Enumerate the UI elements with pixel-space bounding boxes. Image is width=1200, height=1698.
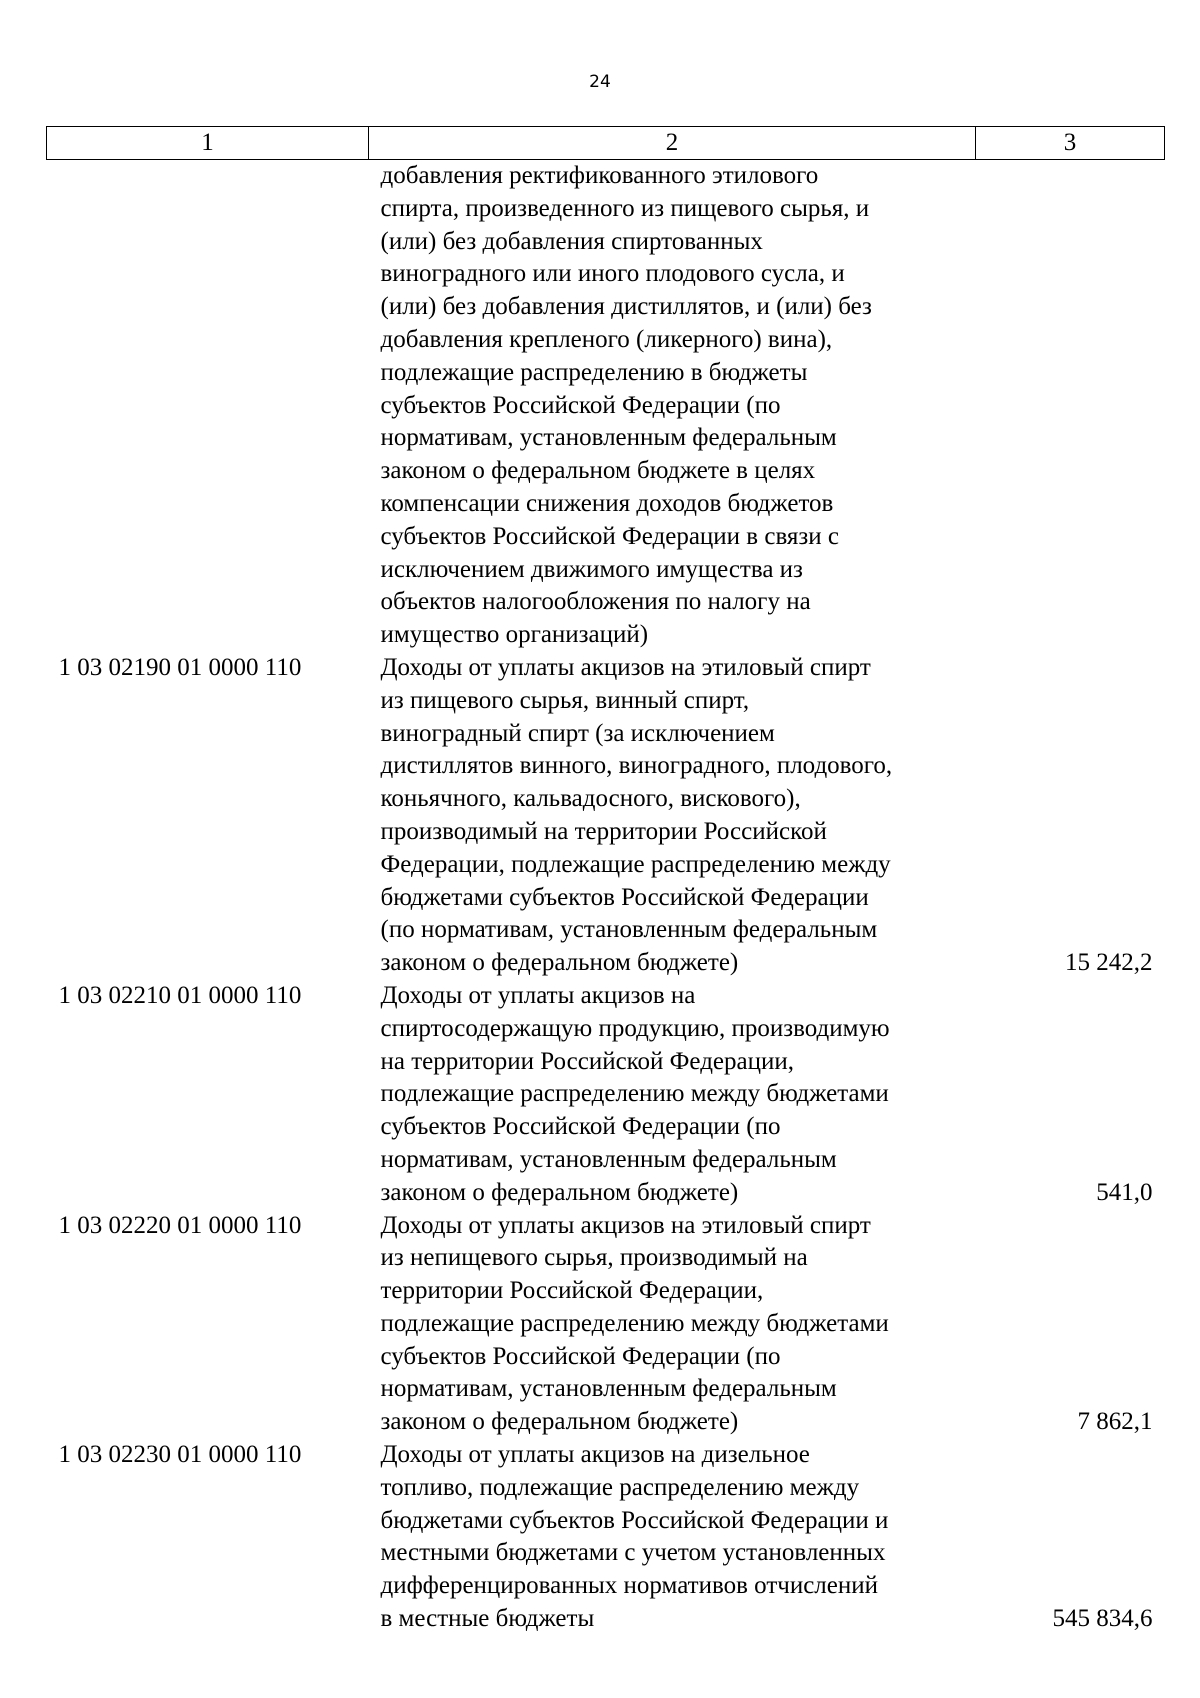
table-row <box>47 1210 1165 1440</box>
description-line: топливо, подлежащие распределению между <box>380 1473 860 1501</box>
revenue-description <box>369 1439 976 1636</box>
table-header <box>47 127 1165 160</box>
budget-code: 1 03 02190 01 0000 110 <box>58 653 302 681</box>
column-header-1: 1 <box>47 127 369 160</box>
description-line: законом о федеральном бюджете в целях <box>380 457 816 485</box>
description-line: законом о федеральном бюджете) <box>380 949 739 977</box>
description-line: законом о федеральном бюджете) <box>380 1408 739 1436</box>
description-line: дифференцированных нормативов отчислений <box>380 1572 878 1600</box>
description-line: на территории Российской Федерации, <box>380 1047 795 1075</box>
description-line: Доходы от уплаты акцизов на дизельное <box>380 1441 810 1469</box>
header-row <box>47 127 1165 160</box>
description-line: субъектов Российской Федерации (по <box>380 391 781 419</box>
amount-value: 7 862,1 <box>1077 1408 1153 1436</box>
description-line: дистиллятов винного, виноградного, плодового, <box>380 752 893 780</box>
revenue-table <box>46 126 1165 1636</box>
description-line: исключением движимого имущества из <box>380 555 803 583</box>
amount-value: 15 242,2 <box>1065 949 1153 977</box>
amount-value <box>976 160 1165 652</box>
description-line: (или) без добавления дистиллятов, и (или) без <box>380 293 872 321</box>
table-row <box>47 1439 1165 1636</box>
description-line: Доходы от уплаты акцизов на этиловый спирт <box>380 1211 871 1239</box>
description-line: нормативам, установленным федеральным <box>380 424 837 452</box>
description-line: подлежащие распределению в бюджеты <box>380 358 808 386</box>
description-line: субъектов Российской Федерации в связи с <box>380 522 840 550</box>
budget-code: 1 03 02230 01 0000 110 <box>58 1441 302 1469</box>
amount-value: 545 834,6 <box>1052 1605 1153 1633</box>
description-line: виноградного или иного плодового сусла, и <box>380 260 845 288</box>
description-line: в местные бюджеты <box>380 1605 595 1633</box>
description-line: добавления крепленого (ликерного) вина), <box>380 325 833 353</box>
column-header-2: 2 <box>369 127 976 160</box>
description-line: имущество организаций) <box>380 621 649 649</box>
revenue-description <box>369 652 976 980</box>
description-line: компенсации снижения доходов бюджетов <box>380 489 834 517</box>
description-line: бюджетами субъектов Российской Федерации и <box>380 1506 889 1534</box>
description-line: подлежащие распределению между бюджетами <box>380 1309 889 1337</box>
table-row <box>47 980 1165 1210</box>
description-line: местными бюджетами с учетом установленных <box>380 1539 886 1567</box>
revenue-description <box>369 1210 976 1440</box>
description-line: производимый на территории Российской <box>380 817 827 845</box>
budget-code: 1 03 02210 01 0000 110 <box>58 981 302 1009</box>
revenue-description <box>369 980 976 1210</box>
description-line: субъектов Российской Федерации (по <box>380 1113 781 1141</box>
description-line: (по нормативам, установленным федеральным <box>380 916 878 944</box>
column-header-3: 3 <box>976 127 1165 160</box>
description-line: добавления ректификованного этилового <box>380 162 819 189</box>
description-line: виноградный спирт (за исключением <box>380 719 775 747</box>
description-line: спирта, произведенного из пищевого сырья, и <box>380 194 870 222</box>
description-line: нормативам, установленным федеральным <box>380 1375 837 1403</box>
description-line: объектов налогообложения по налогу на <box>380 588 811 616</box>
description-line: коньячного, кальвадосного, вискового), <box>380 785 801 813</box>
table-body <box>47 160 1165 1636</box>
description-line: из непищевого сырья, производимый на <box>380 1244 808 1272</box>
budget-code: 1 03 02220 01 0000 110 <box>58 1211 302 1239</box>
description-line: Доходы от уплаты акцизов на <box>380 981 696 1009</box>
description-line: Федерации, подлежащие распределению между <box>380 850 891 878</box>
revenue-description <box>369 160 976 652</box>
description-line: Доходы от уплаты акцизов на этиловый спирт <box>380 653 871 681</box>
table-row <box>47 160 1165 652</box>
amount-value: 541,0 <box>1096 1178 1153 1206</box>
description-line: (или) без добавления спиртованных <box>380 227 763 255</box>
description-line: из пищевого сырья, винный спирт, <box>380 686 750 714</box>
description-line: нормативам, установленным федеральным <box>380 1145 837 1173</box>
page-number: 24 <box>589 72 611 92</box>
description-line: субъектов Российской Федерации (по <box>380 1342 781 1370</box>
budget-code <box>47 160 369 652</box>
table-row <box>47 652 1165 980</box>
description-line: законом о федеральном бюджете) <box>380 1178 739 1206</box>
description-line: бюджетами субъектов Российской Федерации <box>380 883 869 911</box>
description-line: спиртосодержащую продукцию, производимую <box>380 1014 890 1042</box>
description-line: подлежащие распределению между бюджетами <box>380 1080 889 1108</box>
description-line: территории Российской Федерации, <box>380 1277 764 1305</box>
